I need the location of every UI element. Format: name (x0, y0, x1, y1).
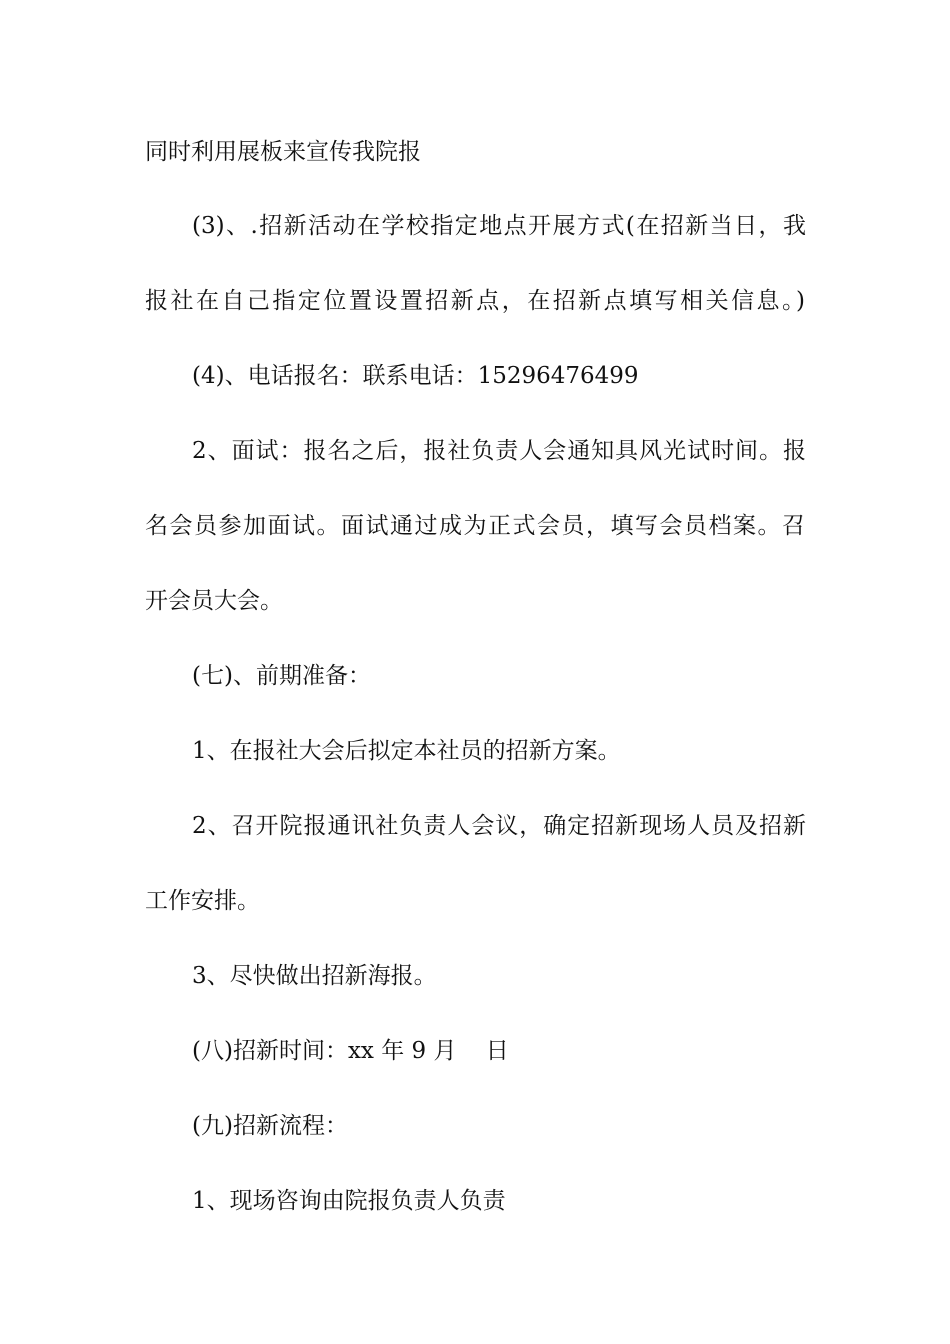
paragraph-line: 报社在自己指定位置设置招新点，在招新点填写相关信息。) (145, 288, 805, 314)
paragraph-line: 1、在报社大会后拟定本社员的招新方案。 (192, 738, 621, 764)
paragraph-line: 3、尽快做出招新海报。 (192, 963, 437, 989)
paragraph-line: (4)、电话报名：联系电话：15296476499 (192, 363, 639, 389)
section-heading: (七)、前期准备： (192, 663, 371, 689)
paragraph-line: 工作安排。 (145, 888, 260, 914)
paragraph-line: (3)、.招新活动在学校指定地点开展方式(在招新当日，我 (192, 213, 806, 239)
section-heading: (九)招新流程： (192, 1113, 348, 1139)
section-heading: (八)招新时间：xx 年 9 月 日 (192, 1038, 509, 1064)
paragraph-line: 2、召开院报通讯社负责人会议，确定招新现场人员及招新 (192, 813, 806, 839)
paragraph-line: 1、现场咨询由院报负责人负责 (192, 1188, 506, 1214)
paragraph-line: 开会员大会。 (145, 588, 283, 614)
paragraph-line: 同时利用展板来宣传我院报 (145, 139, 421, 165)
paragraph-line: 名会员参加面试。面试通过成为正式会员，填写会员档案。召 (145, 513, 805, 539)
paragraph-line: 2、面试：报名之后，报社负责人会通知具风光试时间。报 (192, 438, 806, 464)
